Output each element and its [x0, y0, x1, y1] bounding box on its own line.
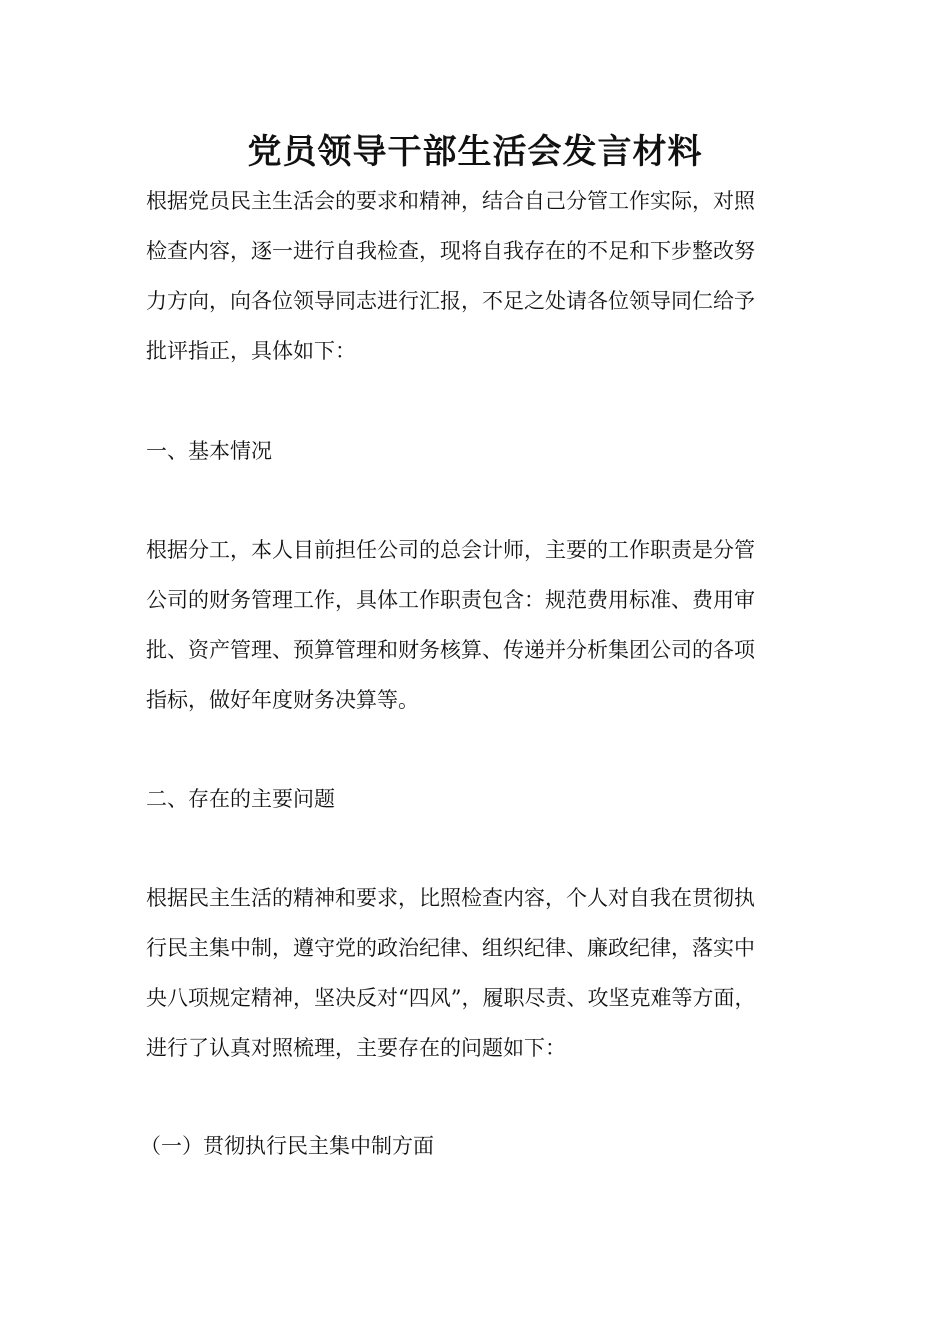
paragraph-line: 力方向，向各位领导同志进行汇报，不足之处请各位领导同仁给予 — [146, 289, 755, 313]
paragraph-line: 检查内容，逐一进行自我检查，现将自我存在的不足和下步整改努 — [146, 239, 755, 263]
document-title: 党员领导干部生活会发言材料 — [247, 132, 703, 172]
paragraph-line: 批、资产管理、预算管理和财务核算、传递并分析集团公司的各项 — [146, 638, 755, 662]
section-heading-basic-info: 一、基本情况 — [146, 439, 272, 463]
paragraph-line: 根据党员民主生活会的要求和精神，结合自己分管工作实际，对照 — [146, 189, 755, 213]
paragraph-line: 公司的财务管理工作，具体工作职责包含：规范费用标准、费用审 — [146, 588, 755, 612]
paragraph-line: 批评指正，具体如下： — [146, 339, 356, 363]
section-heading-main-problems: 二、存在的主要问题 — [146, 787, 335, 811]
paragraph-line: 行民主集中制，遵守党的政治纪律、组织纪律、廉政纪律，落实中 — [146, 936, 755, 960]
paragraph-line: 进行了认真对照梳理，主要存在的问题如下： — [146, 1036, 566, 1060]
subsection-heading-democratic-centralism: （一）贯彻执行民主集中制方面 — [140, 1134, 434, 1158]
paragraph-line: 央八项规定精神，坚决反对“四风”，履职尽责、攻坚克难等方面， — [146, 986, 756, 1010]
paragraph-line: 根据分工，本人目前担任公司的总会计师，主要的工作职责是分管 — [146, 538, 755, 562]
paragraph-line: 指标，做好年度财务决算等。 — [146, 688, 419, 712]
paragraph-line: 根据民主生活的精神和要求，比照检查内容，个人对自我在贯彻执 — [146, 886, 755, 910]
section2-paragraph — [146, 873, 811, 1073]
section1-paragraph — [146, 525, 811, 725]
intro-paragraph — [146, 176, 811, 376]
